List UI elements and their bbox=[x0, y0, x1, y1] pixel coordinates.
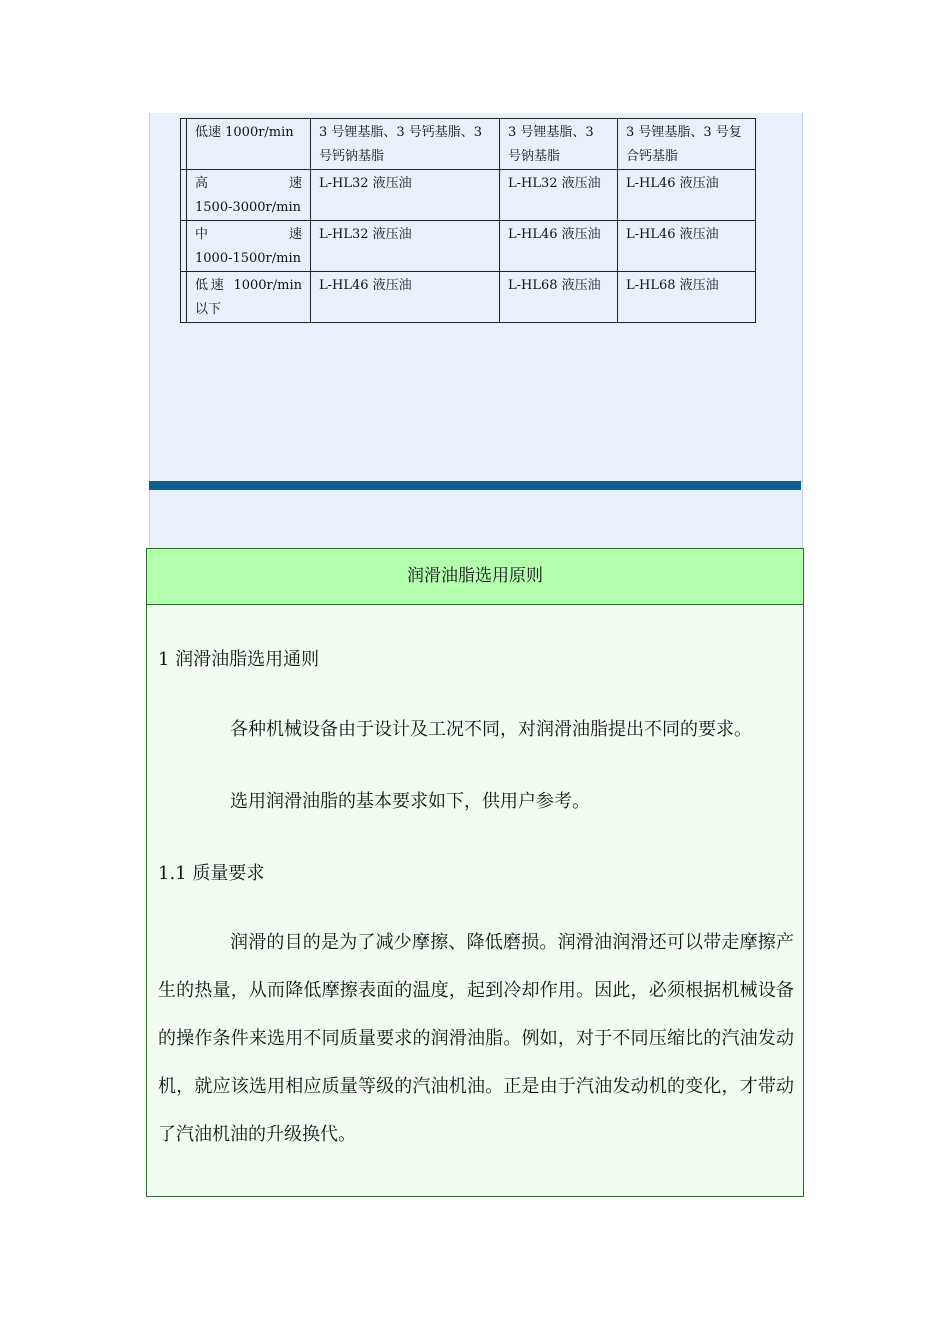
heading-general-rules: 1 润滑油脂选用通则 bbox=[158, 649, 320, 670]
table-cell: L-HL68 液压油 bbox=[618, 272, 756, 323]
table-cell: 3 号锂基脂、3 号钠基脂 bbox=[500, 119, 618, 170]
table-cell: L-HL46 液压油 bbox=[311, 272, 500, 323]
paragraph-intro: 各种机械设备由于设计及工况不同，对润滑油脂提出不同的要求。 bbox=[230, 719, 752, 740]
lubricant-table bbox=[180, 118, 756, 323]
table-cell: L-HL46 液压油 bbox=[500, 221, 618, 272]
table-cell: L-HL68 液压油 bbox=[500, 272, 618, 323]
table-cell-speed: 高 速 1500-3000r/min bbox=[187, 170, 311, 221]
paragraph-quality: 润滑的目的是为了减少摩擦、降低磨损。润滑油润滑还可以带走摩擦产生的热量，从而降低摩擦表面的温度，起到冷却作用。因此，必须根据机械设备的操作条件来选用不同质量要求的润滑油脂。例如，对于不同压缩比的汽油发动机，就应该选用相应质量等级的汽油机油。正是由于汽油发动机的变化，才带动了汽油机油的升级换代。 bbox=[158, 932, 794, 1145]
table-row bbox=[181, 272, 756, 323]
section-title: 润滑油脂选用原则 bbox=[147, 549, 803, 605]
table-cell: L-HL32 液压油 bbox=[311, 221, 500, 272]
lubrication-principles-box bbox=[146, 548, 804, 1197]
table-cell: L-HL32 液压油 bbox=[500, 170, 618, 221]
table-cell: 3 号锂基脂、3 号复合钙基脂 bbox=[618, 119, 756, 170]
table-row bbox=[181, 119, 756, 170]
table-row bbox=[181, 221, 756, 272]
table-cell-speed: 低速 1000r/min 以下 bbox=[187, 272, 311, 323]
table-cell-speed: 低速 1000r/min bbox=[187, 119, 311, 170]
table-cell: L-HL46 液压油 bbox=[618, 221, 756, 272]
table-cell: 3 号锂基脂、3 号钙基脂、3 号钙钠基脂 bbox=[311, 119, 500, 170]
table-cell-speed: 中 速 1000-1500r/min bbox=[187, 221, 311, 272]
section-divider-bar bbox=[149, 481, 801, 490]
paragraph-reference: 选用润滑油脂的基本要求如下，供用户参考。 bbox=[230, 791, 590, 812]
table-cell: L-HL32 液压油 bbox=[311, 170, 500, 221]
table-cell: L-HL46 液压油 bbox=[618, 170, 756, 221]
heading-quality-requirements: 1.1 质量要求 bbox=[158, 863, 265, 884]
table-row bbox=[181, 170, 756, 221]
